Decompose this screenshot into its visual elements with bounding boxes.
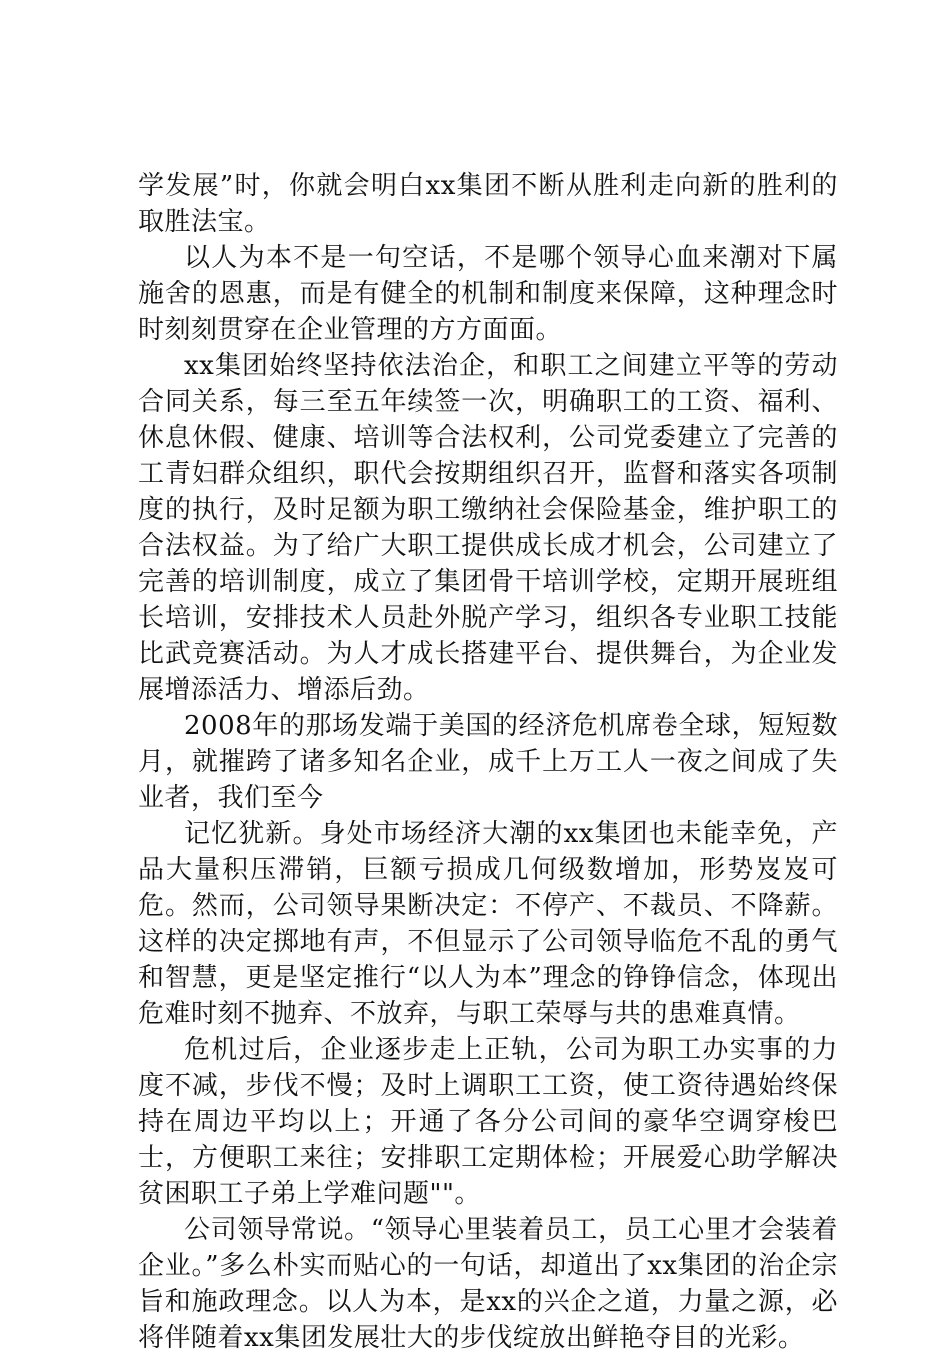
paragraph-3: xx集团始终坚持依法治企，和职工之间建立平等的劳动合同关系，每三至五年续签一次，明确职工的工资、福利、休息休假、健康、培训等合法权利，公司党委建立了完善的工青妇群众组织，职代会按期组织召开，监督和落实各项制度的执行，及时足额为职工缴纳社会保险基金，维护职工的合法权益。为了给广大职工提供成长成才机会，公司建立了完善的培训制度，成立了集团骨干培训学校，定期开展班组长培训，安排技术人员赴外脱产学习，组织各专业职工技能比武竞赛活动。为人才成长搭建平台、提供舞台，为企业发展增添活力、增添后劲。	[138, 351, 838, 705]
paragraph-5: 记忆犹新。身处市场经济大潮的xx集团也未能幸免，产品大量积压滞销，巨额亏损成几何级数增加，形势岌岌可危。然而，公司领导果断决定：不停产、不裁员、不降薪。这样的决定掷地有声，不但显示了公司领导临危不乱的勇气和智慧，更是坚定推行“以人为本”理念的铮铮信念，体现出危难时刻不抛弃、不放弃，与职工荣辱与共的患难真情。	[138, 819, 838, 1029]
paragraph-7: 公司领导常说。“领导心里装着员工，员工心里才会装着企业。”多么朴实而贴心的一句话，却道出了xx集团的治企宗旨和施政理念。以人为本，是xx的兴企之道，力量之源，必将伴随着xx集团发展壮大的步伐绽放出鲜艳夺目的光彩。	[138, 1215, 838, 1353]
document-body	[138, 168, 838, 1356]
paragraph-4: 2008年的那场发端于美国的经济危机席卷全球，短短数月，就摧跨了诸多知名企业，成千上万工人一夜之间成了失业者，我们至今	[138, 711, 838, 813]
paragraph-2: 以人为本不是一句空话，不是哪个领导心血来潮对下属施舍的恩惠，而是有健全的机制和制度来保障，这种理念时时刻刻贯穿在企业管理的方方面面。	[138, 243, 838, 345]
paragraph-1: 学发展”时，你就会明白xx集团不断从胜利走向新的胜利的取胜法宝。	[138, 171, 838, 237]
paragraph-6: 危机过后，企业逐步走上正轨，公司为职工办实事的力度不减，步伐不慢；及时上调职工工资，使工资待遇始终保持在周边平均以上；开通了各分公司间的豪华空调穿梭巴士，方便职工来往；安排职工定期体检；开展爱心助学解决贫困职工子弟上学难问题""。	[138, 1035, 838, 1209]
